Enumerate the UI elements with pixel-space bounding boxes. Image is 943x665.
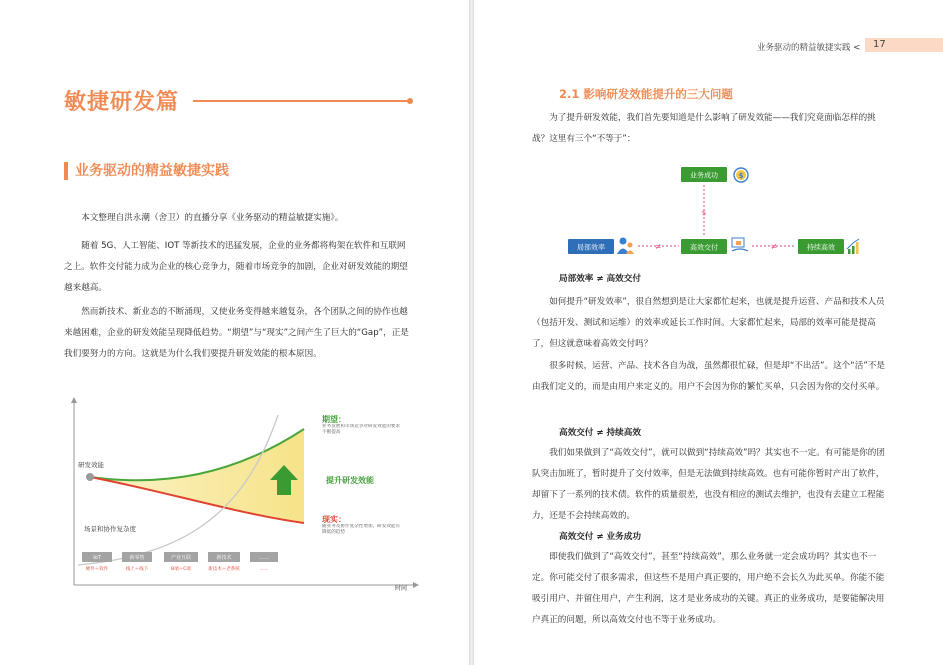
right-neq-sign: ≠	[770, 242, 778, 251]
chapter-title: 敏捷研发篇	[64, 90, 180, 115]
right-page	[474, 0, 943, 665]
paragraph-1: 本文整理自洪永潮（舍卫）的直播分享《业务驱动的精益敏捷实施》。	[81, 213, 344, 223]
expect-desc-box	[322, 424, 402, 448]
label-efficiency: 研发效能	[78, 461, 104, 469]
scenario-title: 新技术	[216, 555, 232, 561]
expectation-reality-svg	[64, 395, 424, 595]
scenario-box-2	[164, 552, 198, 572]
label-time: 时间	[395, 585, 408, 592]
section-title-bar	[64, 162, 68, 180]
scenario-title: IoT	[93, 555, 101, 561]
chapter-title-rule-dot	[407, 98, 413, 104]
scenario-title: 产业互联	[170, 555, 192, 561]
scenario-sub: B端＋C端	[171, 567, 191, 572]
subheading-3: 高效交付 ≠ 业务成功	[559, 532, 641, 542]
paragraph-3: 然而新技术、新业态的不断涌现，又使业务变得越来越复杂，各个团队之间的协作也越来越困难，企业的研发效能呈现降低趋势。“期望”与“现实”之间产生了巨大的“Gap”，正是我们要努力的方向。这就是为什么我们要提升研发效能的根本原因。	[64, 307, 409, 359]
scenario-sub: 线上＋线下	[125, 567, 149, 572]
bar-chart-icon	[847, 239, 859, 254]
intro-paragraph: 为了提升研发效能，我们首先要知道是什么影响了研发效能——我们究竟面临怎样的挑战？这里有三个“不等于”：	[532, 113, 876, 144]
reality-title: 现实：	[322, 515, 346, 524]
dollar-coin-icon	[734, 168, 748, 182]
scenario-sub: 硬件＋软件	[85, 567, 109, 572]
local-efficiency-label: 局部效率	[577, 243, 605, 252]
section-title: 业务驱动的精益敏捷实践	[75, 163, 229, 179]
delivery-icon	[732, 238, 748, 251]
subheading-2: 高效交付 ≠ 持续高效	[559, 428, 641, 438]
left-neq-sign: ≠	[654, 242, 662, 251]
scenario-sub: ……	[259, 567, 269, 572]
improve-label: 提升研发效能	[326, 476, 374, 485]
scenario-box-1	[122, 552, 152, 572]
paragraph-3: 即使我们做到了“高效交付”，甚至“持续高效”，那么业务就一定会成功吗？其实也不一定。你可能交付了很多需求，但这些不是用户真正要的，用户绝不会长久为此买单。你能不能吸引用户、并留住用户，产生利润，这才是业务成功的关键。真正的业务成功，是要能解决用户真正的问题，所以高效交付也不等于业务成功。	[532, 552, 885, 625]
label-complexity: 场景和协作复杂度	[84, 525, 136, 533]
scenario-box-3	[208, 552, 240, 572]
gap-area	[90, 429, 304, 523]
section-heading: 2.1 影响研发效能提升的三大问题	[559, 87, 733, 101]
page-number: 17	[865, 38, 943, 52]
paragraph-1b: 很多时候，运营、产品、技术各自为战，虽然都很忙碌，但是却“不出活”。这个“活”不是由我们定义的，而是由用户来定义的。用户不会因为你的繁忙买单，只会因为你的交付买单。	[532, 361, 885, 392]
sustained-efficiency-label: 持续高效	[807, 243, 835, 252]
dollar-glyph: $	[738, 172, 744, 180]
left-page	[0, 0, 469, 665]
efficient-delivery-node	[681, 239, 727, 254]
chapter-title-rule	[193, 100, 409, 102]
scenario-box-0	[82, 552, 112, 572]
scenario-title: ……	[259, 555, 269, 561]
expectation-reality-chart	[64, 395, 424, 595]
three-inequalities-diagram	[474, 165, 943, 265]
scenario-box-4	[250, 552, 278, 572]
paragraph-2: 随着 5G、人工智能、IOT 等新技术的迅猛发展，企业的业务都将构架在软件和互联网之上。软件交付能力成为企业的核心竞争力，随着市场竞争的加剧，企业对研发效能的期望越来越高。	[64, 241, 408, 293]
origin-point	[86, 473, 94, 481]
vertical-neq-sign: $	[701, 209, 707, 217]
running-header: 业务驱动的精益敏捷实践 <	[757, 43, 861, 53]
expect-desc: 业务发展和市场竞争对研发效能的要求不断提高	[322, 424, 401, 435]
sustained-efficiency-node	[798, 239, 844, 254]
subheading-1: 局部效率 ≠ 高效交付	[559, 274, 641, 284]
efficient-delivery-label: 高效交付	[690, 243, 718, 252]
expect-title: 期望：	[322, 415, 346, 424]
paragraph-1a: 如何提升“研发效率”，很自然想到是让大家都忙起来，也就是提升运营、产品和技术人员（包括开发、测试和运维）的效率或延长工作时间。大家都忙起来，局部的效率可能是提高了，但这就意味着高效交付吗？	[532, 297, 885, 349]
reality-desc-box	[322, 524, 402, 548]
three-inequalities-svg	[474, 165, 943, 265]
business-success-node	[681, 167, 727, 182]
local-efficiency-node	[568, 239, 614, 254]
reality-desc: 随业务及协作复杂性增加，研发效能有降低的趋势	[322, 524, 401, 535]
business-success-label: 业务成功	[690, 171, 718, 180]
scenario-title: 新零售	[129, 555, 145, 561]
paragraph-2: 我们如果做到了“高效交付”，就可以做到“持续高效”吗？其实也不一定。有可能是你的团队突击加班了，暂时提升了交付效率，但是无法做到持续高效。也有可能你暂时产出了软件，却留下了一系列的技术债。软件的质量很差，也没有相应的测试去维护，也没有去建立工程能力，还是不会持续高效的。	[532, 448, 885, 521]
people-icon	[617, 238, 634, 255]
scenario-sub: 新技术＋老系统	[208, 567, 240, 572]
